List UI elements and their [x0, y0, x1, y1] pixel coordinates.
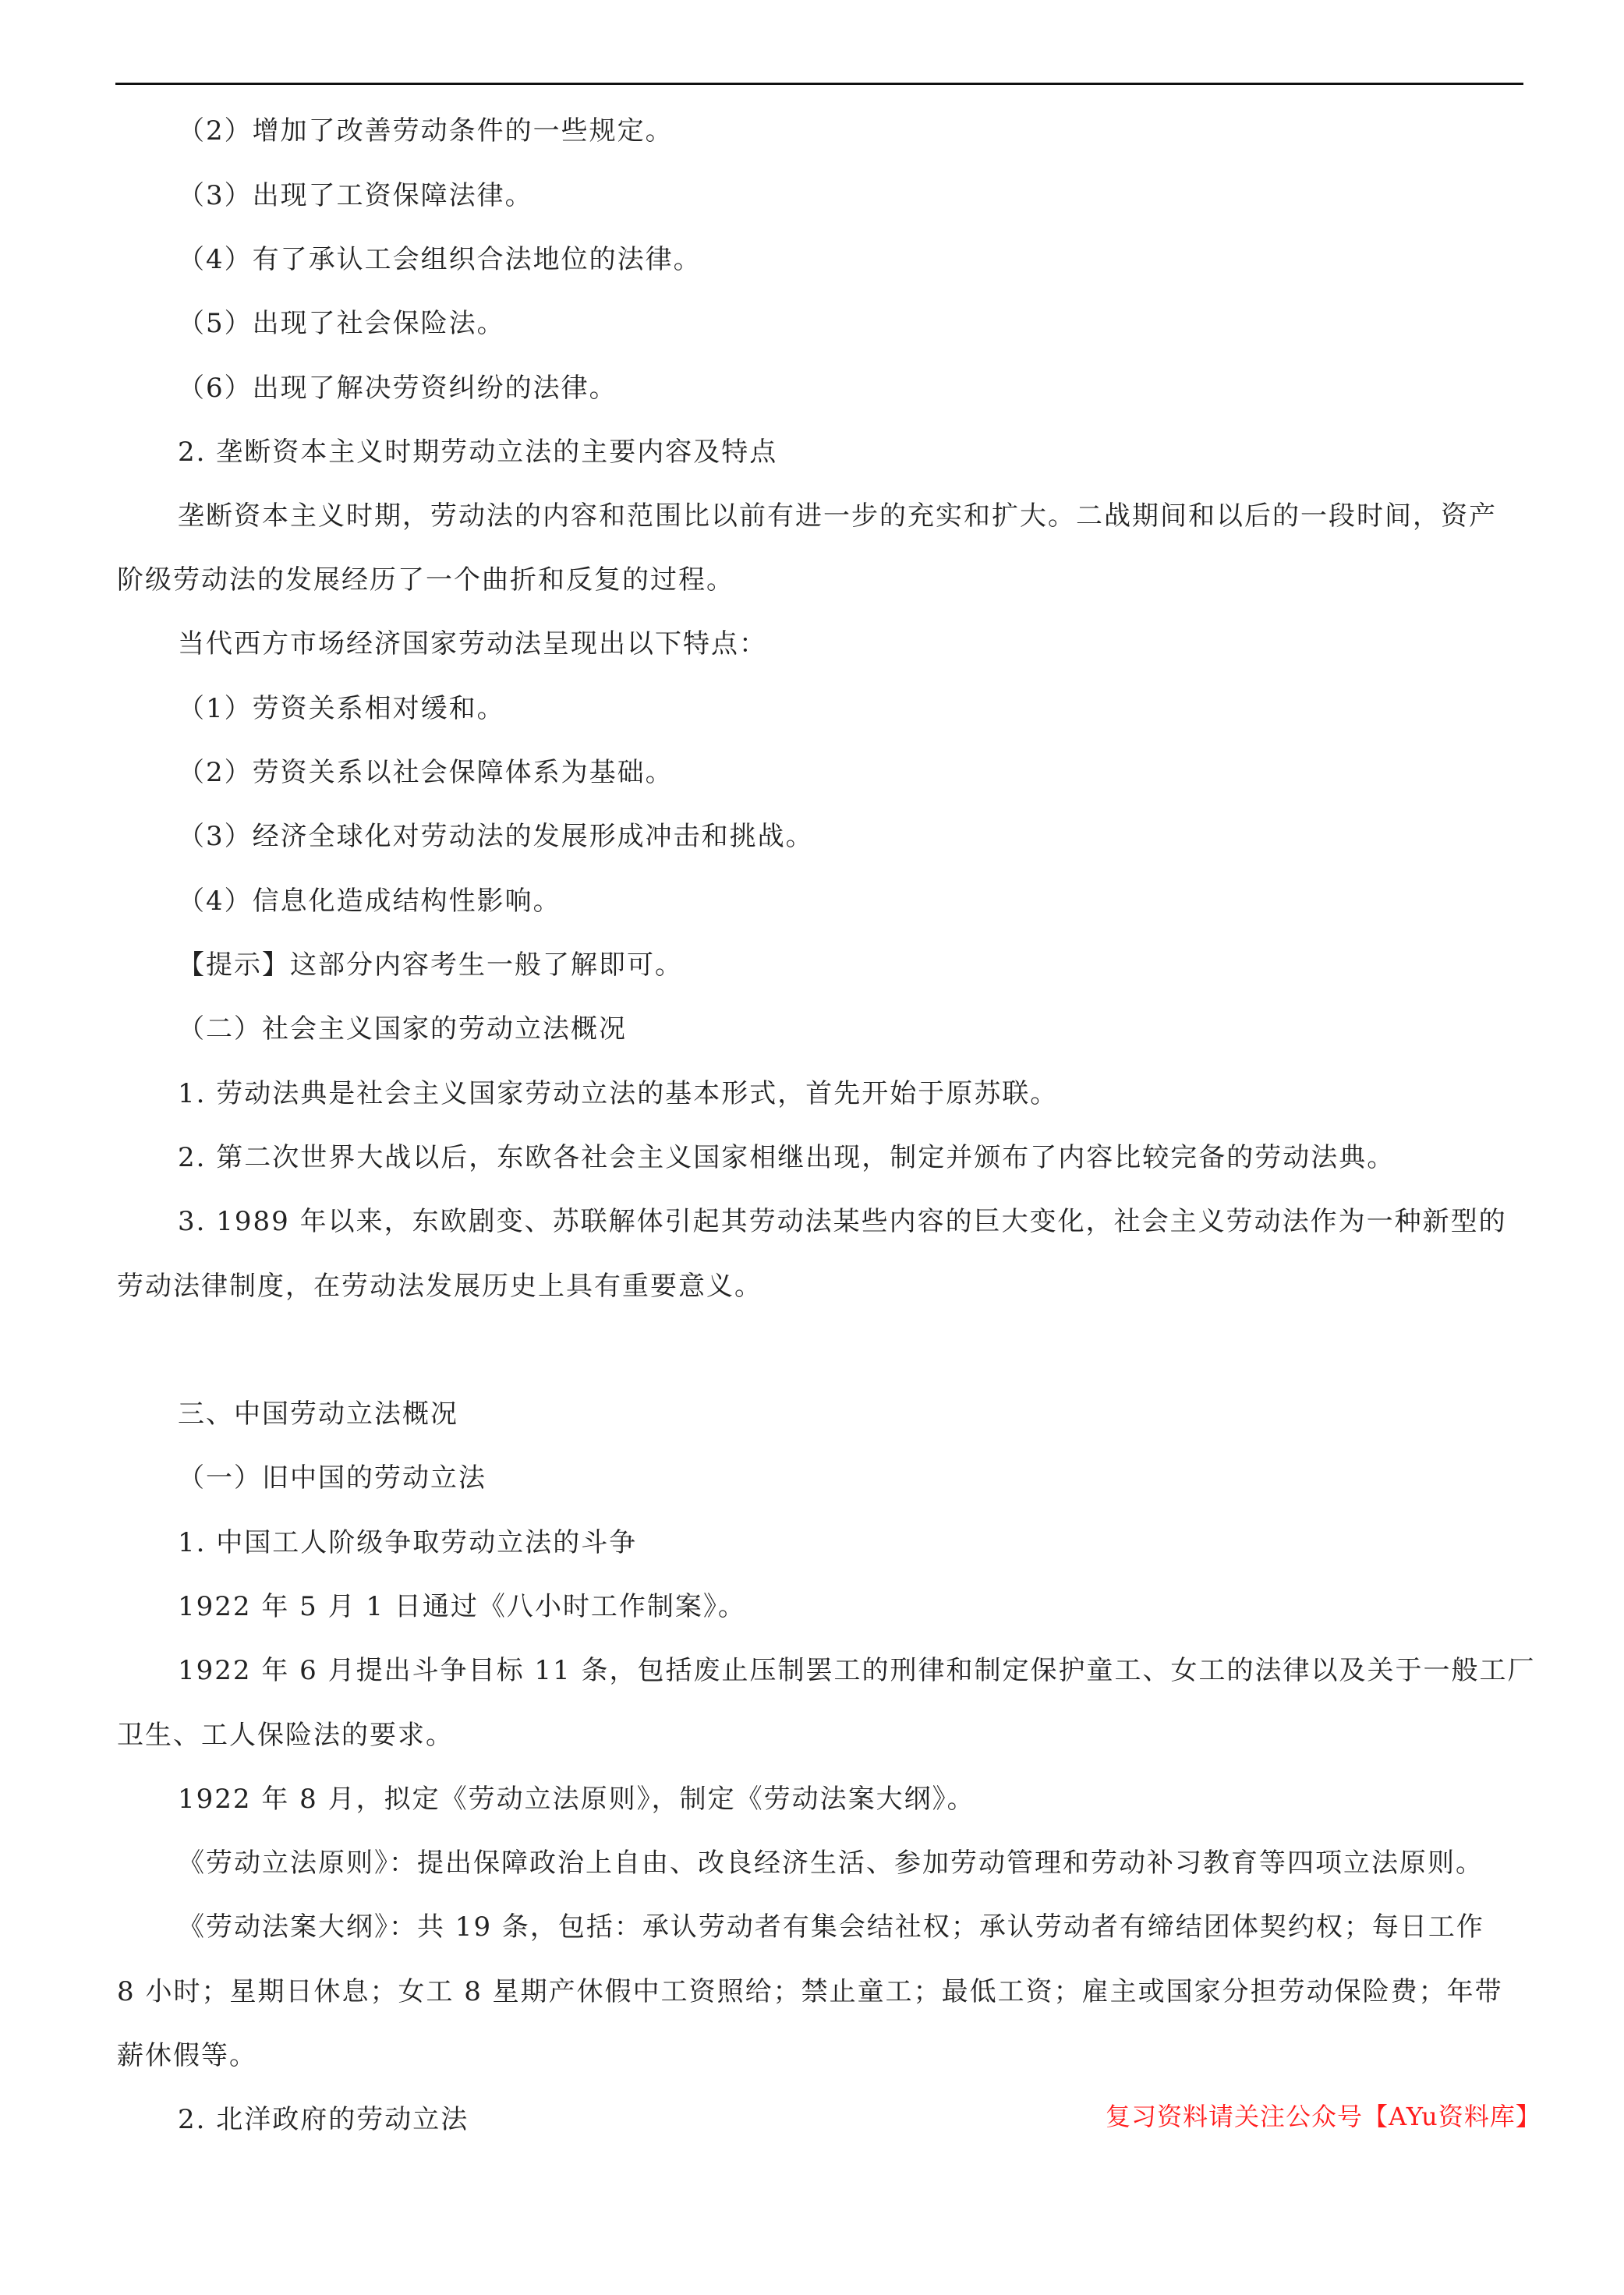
- paragraph-line: 2. 第二次世界大战以后，东欧各社会主义国家相继出现，制定并颁布了内容比较完备的劳动法典。: [178, 1142, 1396, 1173]
- paragraph-line: （3）经济全球化对劳动法的发展形成冲击和挑战。: [178, 821, 814, 852]
- paragraph-line: 《劳动立法原则》：提出保障政治上自由、改良经济生活、参加劳动管理和劳动补习教育等四项立法原则。: [178, 1848, 1484, 1879]
- paragraph-line: （5）出现了社会保险法。: [178, 308, 505, 339]
- paragraph-line: （4）有了承认工会组织合法地位的法律。: [178, 244, 702, 275]
- paragraph-line: 1. 中国工人阶级争取劳动立法的斗争: [178, 1527, 638, 1558]
- paragraph-line: （2）增加了改善劳动条件的一些规定。: [178, 115, 674, 147]
- paragraph-line: 垄断资本主义时期，劳动法的内容和范围比以前有进一步的充实和扩大。二战期间和以后的一段时间，资产: [178, 500, 1497, 532]
- watermark-notice: 复习资料请关注公众号【AYu资料库】: [1106, 2102, 1541, 2131]
- header-rule: [115, 83, 1523, 85]
- paragraph-line: 2. 垄断资本主义时期劳动立法的主要内容及特点: [178, 437, 778, 468]
- paragraph-line: （3）出现了工资保障法律。: [178, 180, 533, 211]
- paragraph-line: 2. 北洋政府的劳动立法: [178, 2104, 469, 2135]
- paragraph-line: （2）劳资关系以社会保障体系为基础。: [178, 757, 674, 788]
- paragraph-line: （1）劳资关系相对缓和。: [178, 693, 505, 724]
- paragraph-line: （一）旧中国的劳动立法: [178, 1462, 486, 1494]
- paragraph-line: 3. 1989 年以来，东欧剧变、苏联解体引起其劳动法某些内容的巨大变化，社会主义劳动法作为一种新型的: [178, 1206, 1507, 1237]
- paragraph-line: 1922 年 6 月提出斗争目标 11 条，包括废止压制罢工的刑律和制定保护童工、女工的法律以及关于一般工厂: [178, 1655, 1536, 1686]
- paragraph-line: 阶级劳动法的发展经历了一个曲折和反复的过程。: [117, 564, 734, 596]
- paragraph-line: 当代西方市场经济国家劳动法呈现出以下特点：: [178, 628, 767, 660]
- paragraph-line: 1922 年 8 月，拟定《劳动立法原则》，制定《劳动法案大纲》。: [178, 1784, 975, 1815]
- paragraph-line: 1. 劳动法典是社会主义国家劳动立法的基本形式，首先开始于原苏联。: [178, 1078, 1059, 1109]
- paragraph-line: 三、中国劳动立法概况: [178, 1399, 458, 1430]
- paragraph-line: 《劳动法案大纲》：共 19 条，包括：承认劳动者有集会结社权；承认劳动者有缔结团体契约权；每日工作: [178, 1911, 1484, 1943]
- paragraph-line: 【提示】这部分内容考生一般了解即可。: [178, 949, 683, 981]
- paragraph-line: 1922 年 5 月 1 日通过《八小时工作制案》。: [178, 1591, 746, 1622]
- paragraph-line: （4）信息化造成结构性影响。: [178, 886, 561, 917]
- paragraph-line: 薪休假等。: [117, 2040, 257, 2071]
- paragraph-line: 劳动法律制度，在劳动法发展历史上具有重要意义。: [117, 1271, 762, 1302]
- paragraph-line: （二）社会主义国家的劳动立法概况: [178, 1013, 627, 1045]
- paragraph-line: 卫生、工人保险法的要求。: [117, 1720, 454, 1751]
- paragraph-line: （6）出现了解决劳资纠纷的法律。: [178, 373, 617, 404]
- paragraph-line: 8 小时；星期日休息；女工 8 星期产休假中工资照给；禁止童工；最低工资；雇主或国家分担劳动保险费；年带: [117, 1976, 1503, 2007]
